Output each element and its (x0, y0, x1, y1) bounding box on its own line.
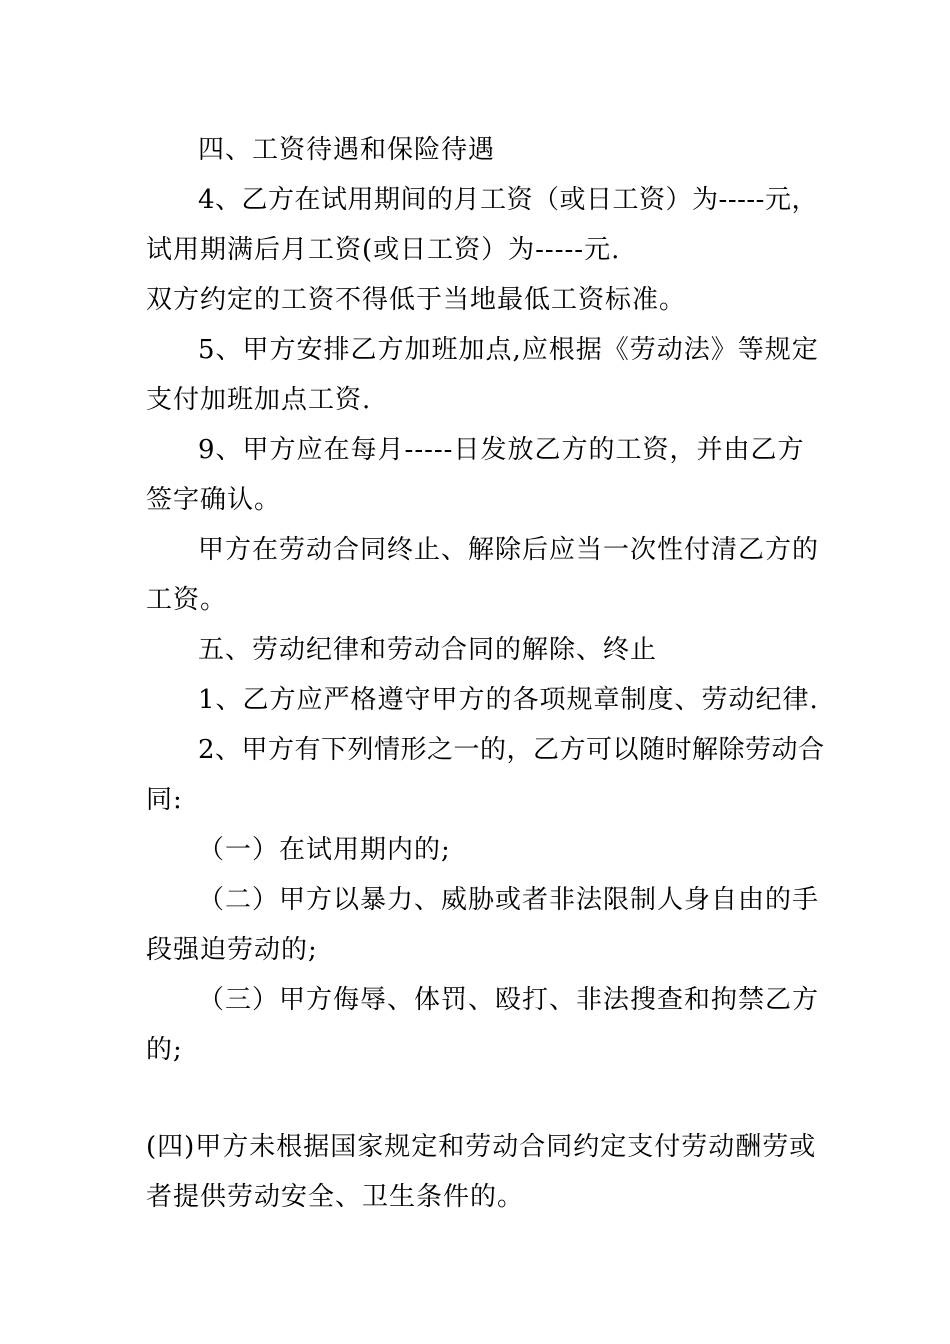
paragraph-final-pay-line-2: 工资。 (146, 585, 228, 615)
sub-clause-3-line-1: （三）甲方侮辱、体罚、殴打、非法搜查和拘禁乙方 (198, 985, 820, 1015)
clause-4-line-1: 4、乙方在试用期间的月工资（或日工资）为-----元， (198, 185, 818, 215)
clause-9-line-1: 9、甲方应在每月-----日发放乙方的工资，并由乙方 (198, 435, 805, 465)
sub-clause-4-line-2: 者提供劳动安全、卫生条件的。 (146, 1182, 525, 1212)
clause-5-line-1: 5、甲方安排乙方加班加点,应根据《劳动法》等规定 (198, 335, 819, 365)
clause-2-line-2: 同: (146, 785, 183, 815)
section-heading-4: 四、工资待遇和保险待遇 (198, 135, 496, 165)
sub-clause-2-line-2: 段强迫劳动的; (146, 935, 318, 965)
sub-clause-2-line-1: （二）甲方以暴力、威胁或者非法限制人身自由的手 (198, 885, 820, 915)
paragraph-min-wage: 双方约定的工资不得低于当地最低工资标准。 (146, 285, 687, 315)
clause-4-line-2: 试用期满后月工资(或日工资）为-----元. (146, 235, 621, 265)
paragraph-final-pay-line-1: 甲方在劳动合同终止、解除后应当一次性付清乙方的 (198, 535, 820, 565)
sub-clause-4-line-1: (四)甲方未根据国家规定和劳动合同约定支付劳动酬劳或 (146, 1132, 817, 1162)
section-heading-5: 五、劳动纪律和劳动合同的解除、终止 (198, 635, 658, 665)
clause-2-line-1: 2、甲方有下列情形之一的，乙方可以随时解除劳动合 (198, 735, 825, 765)
clause-9-line-2: 签字确认。 (146, 485, 282, 515)
sub-clause-3-line-2: 的; (146, 1035, 183, 1065)
clause-1: 1、乙方应严格遵守甲方的各项规章制度、劳动纪律. (198, 685, 819, 715)
sub-clause-1: （一）在试用期内的; (198, 835, 451, 865)
clause-5-line-2: 支付加班加点工资. (146, 385, 372, 415)
